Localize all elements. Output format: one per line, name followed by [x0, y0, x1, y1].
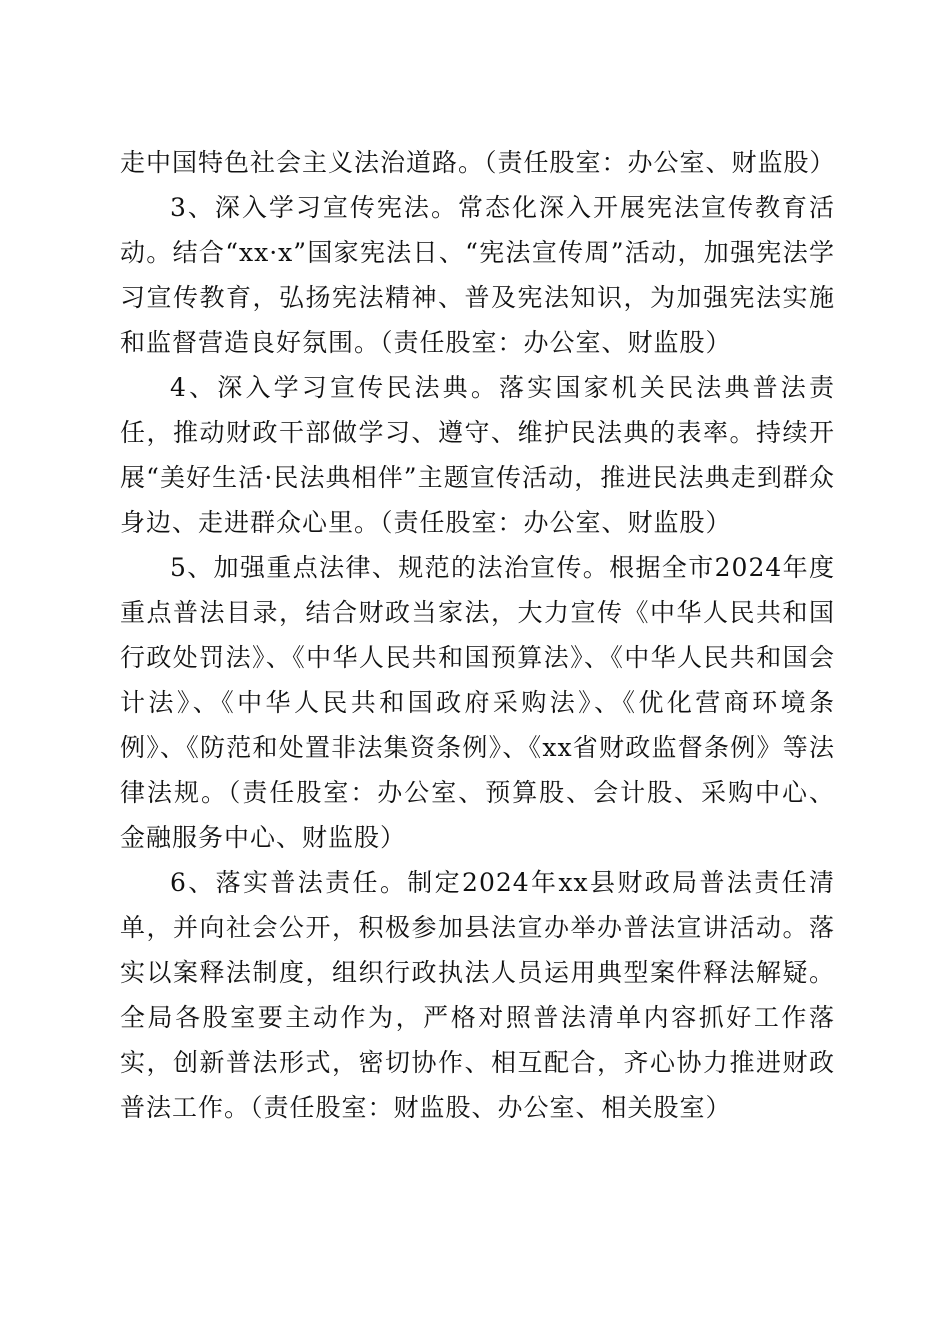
- paragraph-item-5: 5、加强重点法律、规范的法治宣传。根据全市2024年度重点普法目录，结合财政当家法，大力宣传《中华人民共和国行政处罚法》、《中华人民共和国预算法》、《中华人民共和国会计法》、《中华人民共和国政府采购法》、《优化营商环境条例》、《防范和处置非法集资条例》、《xx省财政监督条例》等法律法规。（责任股室：办公室、预算股、会计股、采购中心、金融服务中心、财监股）: [120, 553, 835, 852]
- paragraph-item-3: 3、深入学习宣传宪法。常态化深入开展宪法宣传教育活动。结合“xx·x”国家宪法日、“宪法宣传周”活动，加强宪法学习宣传教育，弘扬宪法精神、普及宪法知识，为加强宪法实施和监督营造良好氛围。（责任股室：办公室、财监股）: [120, 193, 835, 357]
- document-body: [120, 140, 835, 1130]
- paragraph-continuation: 走中国特色社会主义法治道路。（责任股室：办公室、财监股）: [120, 148, 836, 177]
- paragraph-item-6: 6、落实普法责任。制定2024年xx县财政局普法责任清单，并向社会公开，积极参加县法宣办举办普法宣讲活动。落实以案释法制度，组织行政执法人员运用典型案件释法解疑。全局各股室要主动作为，严格对照普法清单内容抓好工作落实，创新普法形式，密切协作、相互配合，齐心协力推进财政普法工作。（责任股室：财监股、办公室、相关股室）: [120, 868, 835, 1122]
- paragraph-item-4: 4、深入学习宣传民法典。落实国家机关民法典普法责任，推动财政干部做学习、遵守、维护民法典的表率。持续开展“美好生活·民法典相伴”主题宣传活动，推进民法典走到群众身边、走进群众心里。（责任股室：办公室、财监股）: [120, 373, 835, 537]
